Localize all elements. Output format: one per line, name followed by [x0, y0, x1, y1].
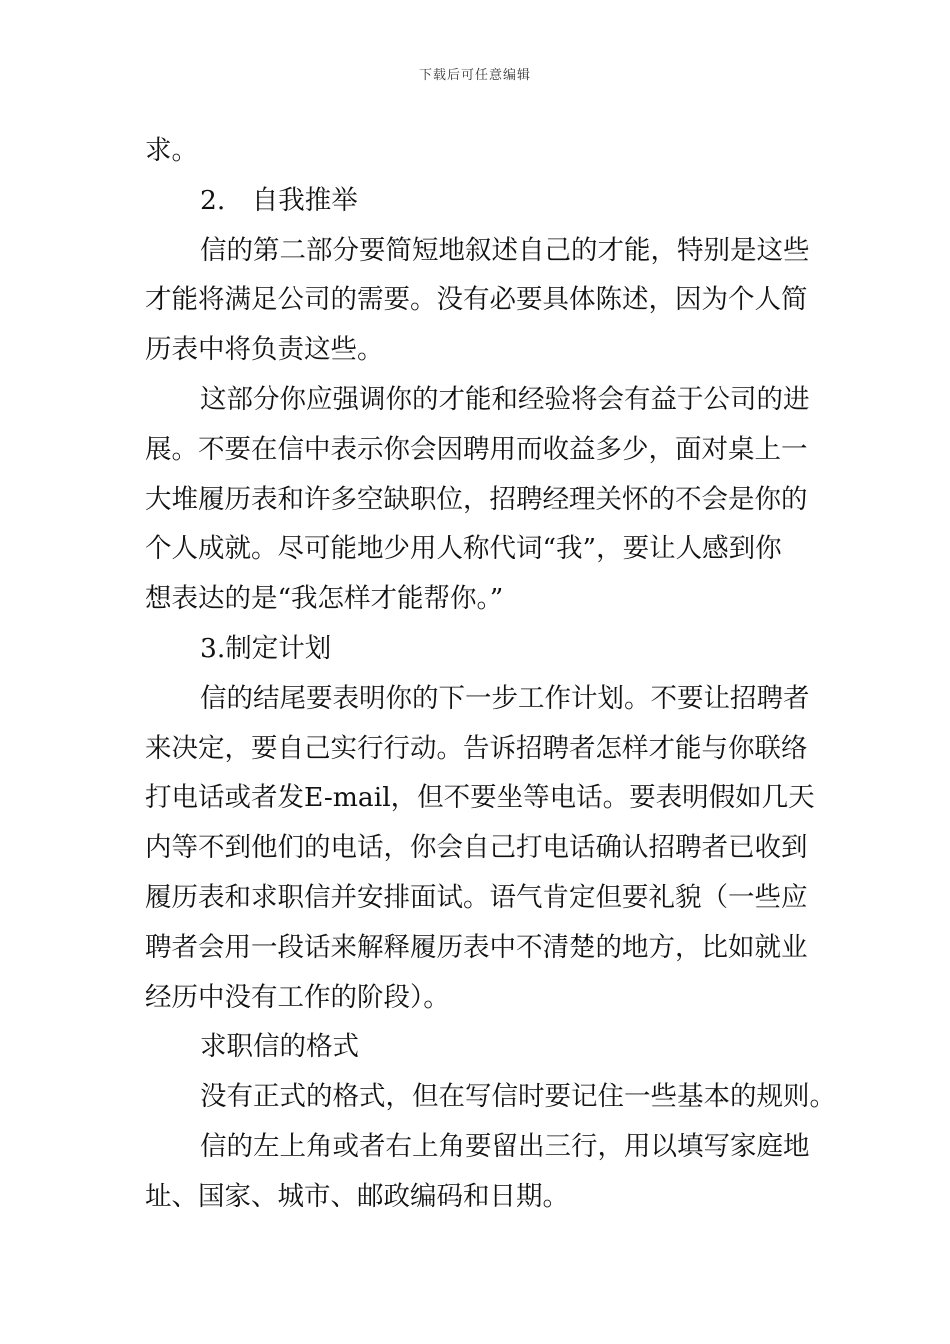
text-line: 信的第二部分要简短地叙述自己的才能，特别是这些	[200, 234, 810, 266]
text-line: 大堆履历表和许多空缺职位，招聘经理关怀的不会是你的	[145, 483, 808, 515]
section-heading: 2. 自我推举	[200, 184, 358, 216]
text-line: 信的左上角或者右上角要留出三行，用以填写家庭地	[200, 1130, 810, 1162]
text-line: 才能将满足公司的需要。没有必要具体陈述，因为个人简	[145, 284, 808, 316]
text-line: 聘者会用一段话来解释履历表中不清楚的地方，比如就业	[145, 931, 808, 963]
text-line: 内等不到他们的电话，你会自己打电话确认招聘者已收到	[145, 832, 808, 864]
page-header: 下载后可任意编辑	[418, 68, 531, 83]
section-heading: 3.制定计划	[200, 632, 332, 664]
section-heading: 求职信的格式	[200, 1031, 359, 1063]
text-line: 个人成就。尽可能地少用人称代词“我”，要让人感到你	[145, 533, 782, 565]
document-body	[145, 126, 836, 1222]
text-line: 没有正式的格式，但在写信时要记住一些基本的规则。	[200, 1081, 836, 1113]
text-line: 址、国家、城市、邮政编码和日期。	[145, 1180, 569, 1212]
text-line: 信的结尾要表明你的下一步工作计划。不要让招聘者	[200, 682, 810, 714]
text-line: 来决定，要自己实行行动。告诉招聘者怎样才能与你联络	[145, 732, 808, 764]
text-line: 想表达的是“我怎样才能帮你。”	[145, 583, 504, 615]
text-line: 打电话或者发E-mail，但不要坐等电话。要表明假如几天	[145, 782, 815, 814]
text-line: 求。	[145, 135, 198, 166]
text-line: 展。不要在信中表示你会因聘用而收益多少，面对桌上一	[145, 433, 808, 465]
text-line: 这部分你应强调你的才能和经验将会有益于公司的进	[200, 383, 810, 415]
text-line: 历表中将负责这些。	[145, 334, 384, 366]
text-line: 经历中没有工作的阶段）。	[145, 981, 450, 1013]
text-line: 履历表和求职信并安排面试。语气肯定但要礼貌（一些应	[145, 881, 808, 913]
